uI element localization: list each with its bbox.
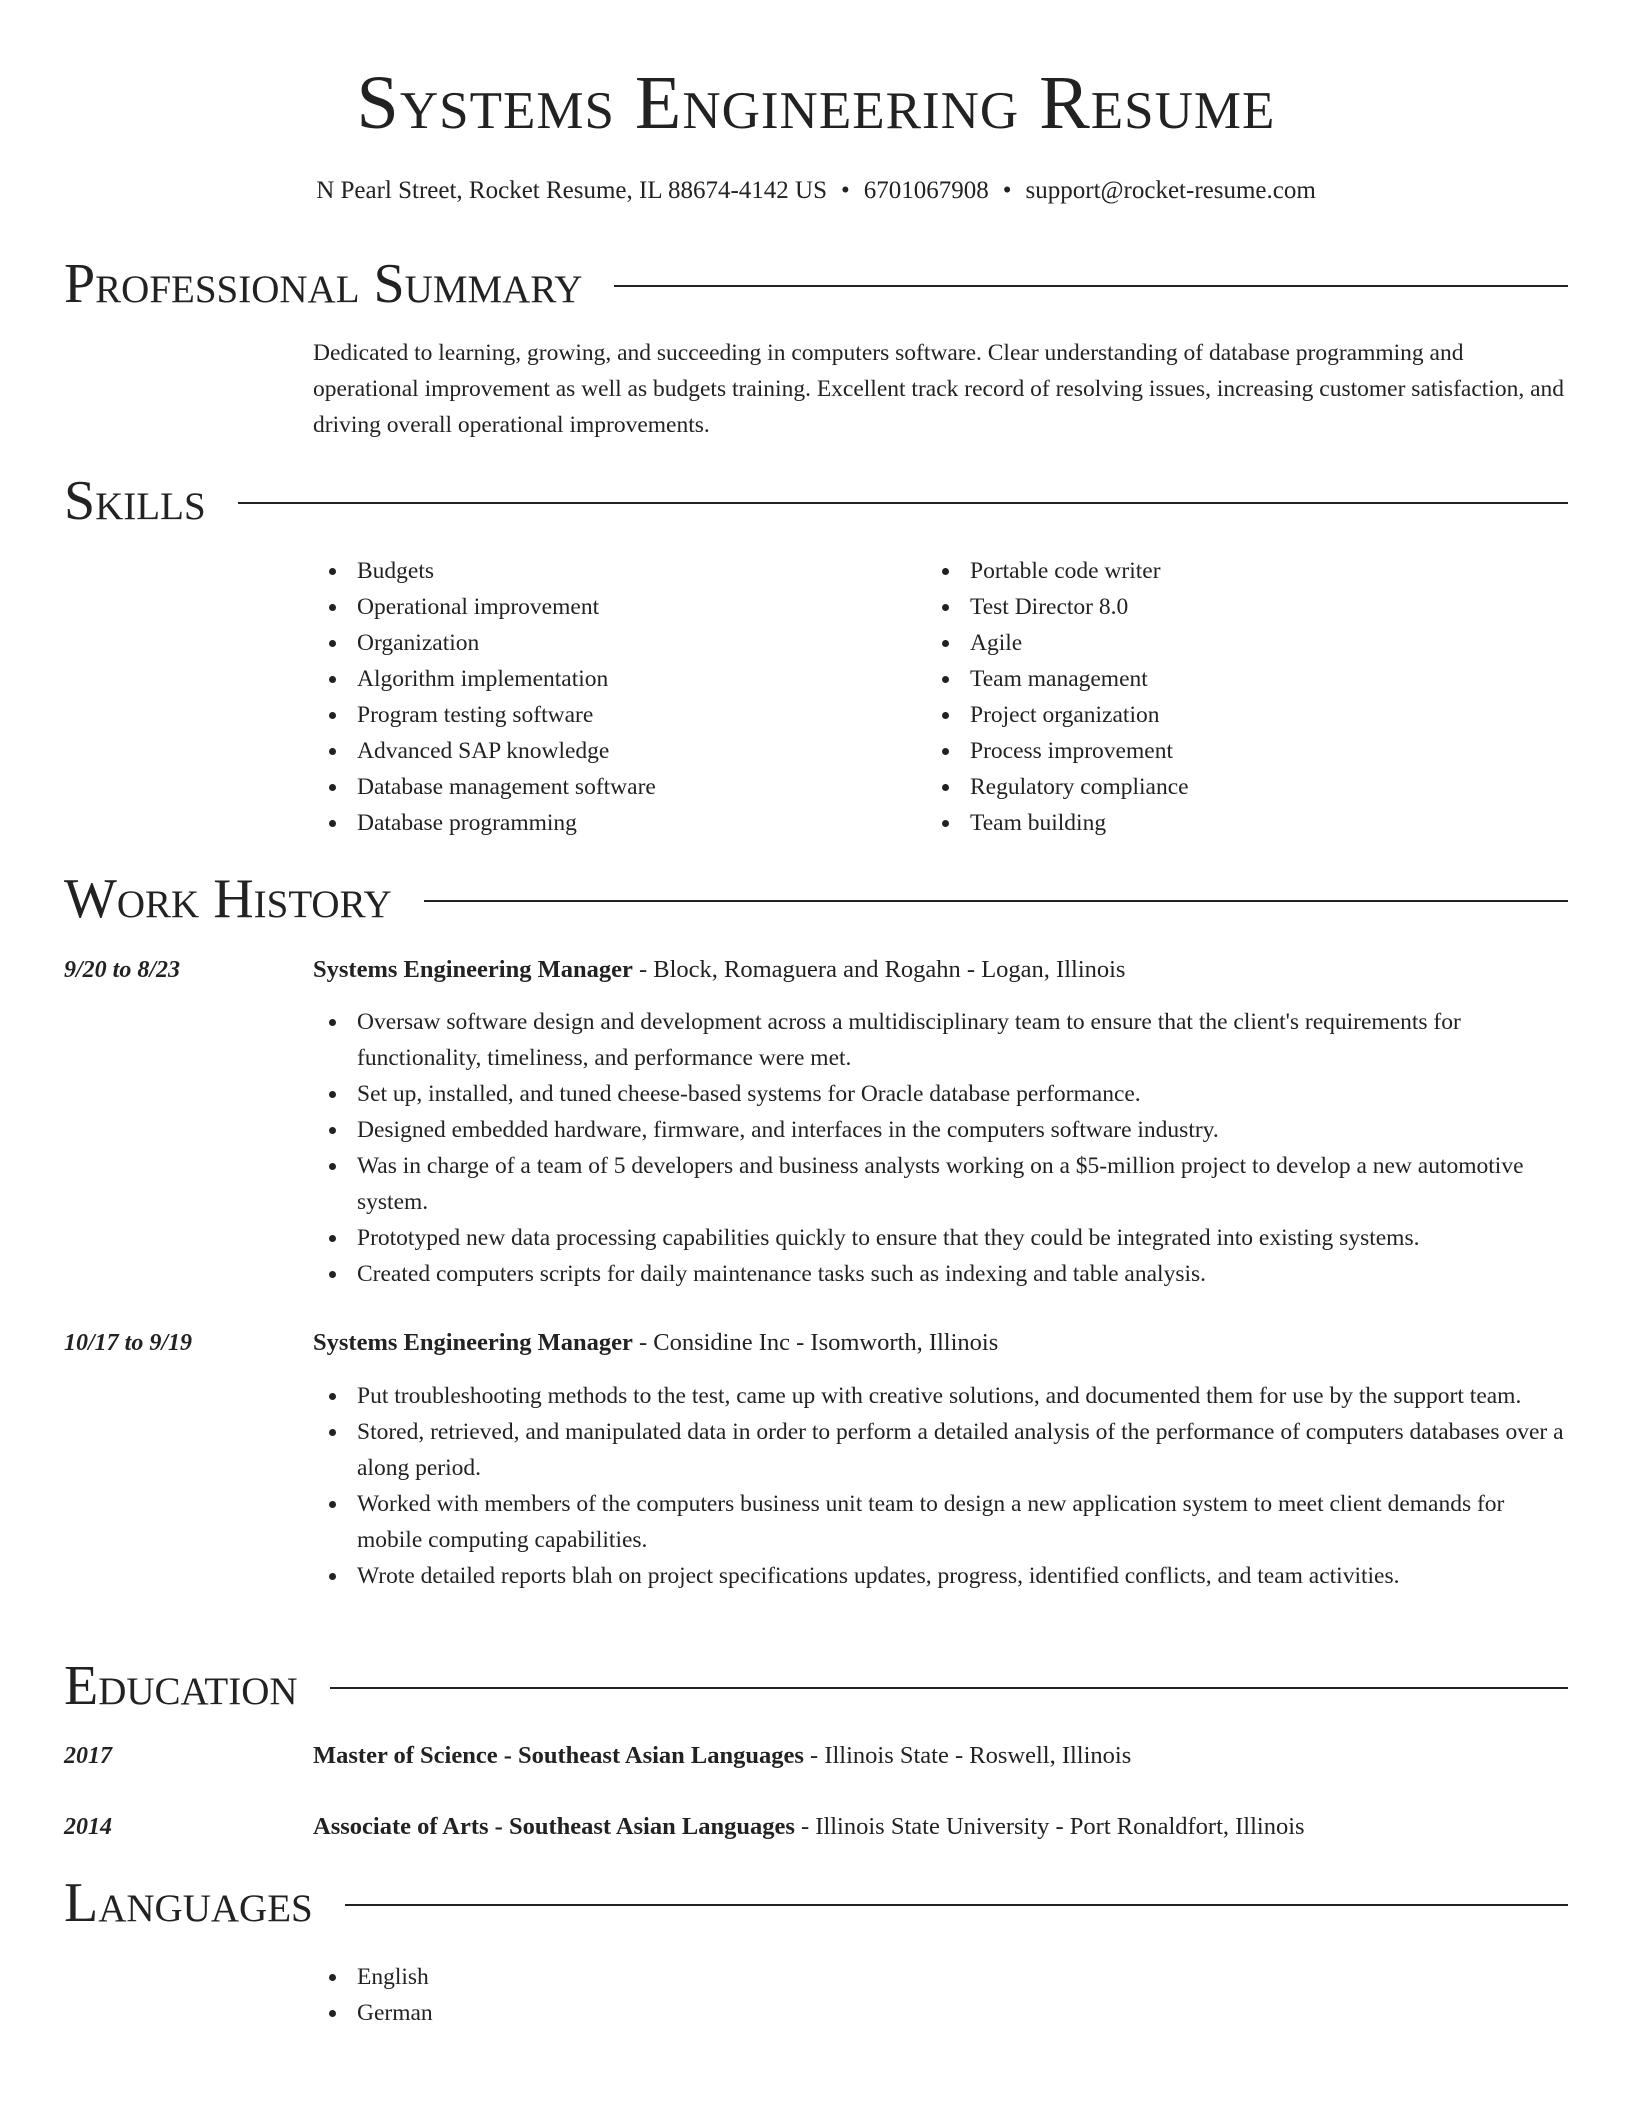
skill-item: Agile [926,625,1526,661]
section-header-languages [64,1871,1568,1935]
job-dates: 10/17 to 9/19 [64,1330,193,1356]
education-year: 2014 [64,1814,112,1840]
job-dates: 9/20 to 8/23 [64,957,181,983]
job-bullet: Stored, retrieved, and manipulated data in order to perform a detailed analysis of the performance of computers databases over a along period. [313,1414,1568,1486]
summary-text: Dedicated to learning, growing, and succeeding in computers software. Clear understanding of database programming and operational improvement as well as budgets training. Excellent track record of resolving issues, increasing customer satisfaction, and driving overall operational improvements. [313,340,1564,438]
job-employer-location: - Block, Romaguera and Rogahn - Logan, Illinois [632,956,1126,983]
section-title-work-history: Work History [64,868,392,930]
education-degree: Associate of Arts - Southeast Asian Languages [313,1813,795,1840]
skills-list-left [313,553,913,841]
job-bullets [313,1378,1568,1594]
section-divider [424,900,1568,902]
language-item: German [313,1995,913,2031]
job-heading [313,952,1568,988]
job-bullet: Oversaw software design and development across a multidisciplinary team to ensure that the client's requirements for functionality, timeliness, and performance were met. [313,1004,1568,1076]
section-title-languages: Languages [64,1872,313,1934]
section-title-summary: Professional Summary [64,253,583,315]
section-divider [345,1904,1568,1906]
skill-item: Project organization [926,697,1526,733]
job-employer-location: - Considine Inc - Isomworth, Illinois [632,1329,999,1356]
skill-item: Portable code writer [926,553,1526,589]
contact-email: support@rocket-resume.com [1025,177,1316,204]
job-bullet: Designed embedded hardware, firmware, and interfaces in the computers software industry. [313,1112,1568,1148]
skill-item: Process improvement [926,733,1526,769]
skill-item: Program testing software [313,697,913,733]
education-degree: Master of Science - Southeast Asian Languages [313,1742,804,1769]
education-year: 2017 [64,1743,112,1769]
job-bullets [313,1004,1568,1292]
skill-item: Algorithm implementation [313,661,913,697]
skill-item: Test Director 8.0 [926,589,1526,625]
job-bullet: Wrote detailed reports blah on project specifications updates, progress, identified conflicts, and team activities. [313,1558,1568,1594]
education-entry [313,1809,1568,1845]
job-bullet: Was in charge of a team of 5 developers and business analysts working on a $5-million project to develop a new automotive system. [313,1148,1568,1220]
skill-item: Organization [313,625,913,661]
job-title: Systems Engineering Manager [313,956,633,983]
skill-item: Advanced SAP knowledge [313,733,913,769]
resume-title: Systems Engineering Resume [356,61,1276,145]
section-header-work-history [64,867,1568,931]
contact-address: N Pearl Street, Rocket Resume, IL 88674-4142 US [316,177,827,204]
skills-list-right [926,553,1526,841]
contact-line [0,174,1632,208]
skill-item: Team management [926,661,1526,697]
skill-item: Database programming [313,805,913,841]
skill-item: Budgets [313,553,913,589]
job-heading [313,1325,1568,1361]
education-school: - Illinois State - Roswell, Illinois [803,1742,1132,1769]
section-header-summary [64,252,1568,316]
section-title-education: Education [64,1655,298,1717]
section-divider [614,285,1568,287]
skill-item: Regulatory compliance [926,769,1526,805]
section-divider [238,502,1568,504]
section-header-skills [64,469,1568,533]
languages-list [313,1959,913,2031]
job-title: Systems Engineering Manager [313,1329,633,1356]
language-item: English [313,1959,913,1995]
job-bullet: Created computers scripts for daily maintenance tasks such as indexing and table analysis. [313,1256,1568,1292]
job-bullet: Worked with members of the computers business unit team to design a new application system to meet client demands for mobile computing capabilities. [313,1486,1568,1558]
education-entry [313,1738,1568,1774]
contact-separator: • [840,177,850,204]
section-title-skills: Skills [64,470,206,532]
skill-item: Operational improvement [313,589,913,625]
section-divider [330,1687,1568,1689]
contact-separator: • [1002,177,1012,204]
education-school: - Illinois State University - Port Ronaldfort, Illinois [794,1813,1305,1840]
job-bullet: Prototyped new data processing capabilities quickly to ensure that they could be integrated into existing systems. [313,1220,1568,1256]
section-header-education [64,1654,1568,1718]
skill-item: Team building [926,805,1526,841]
job-bullet: Set up, installed, and tuned cheese-based systems for Oracle database performance. [313,1076,1568,1112]
skill-item: Database management software [313,769,913,805]
job-bullet: Put troubleshooting methods to the test, came up with creative solutions, and documented them for use by the support team. [313,1378,1568,1414]
contact-phone: 6701067908 [863,177,989,204]
